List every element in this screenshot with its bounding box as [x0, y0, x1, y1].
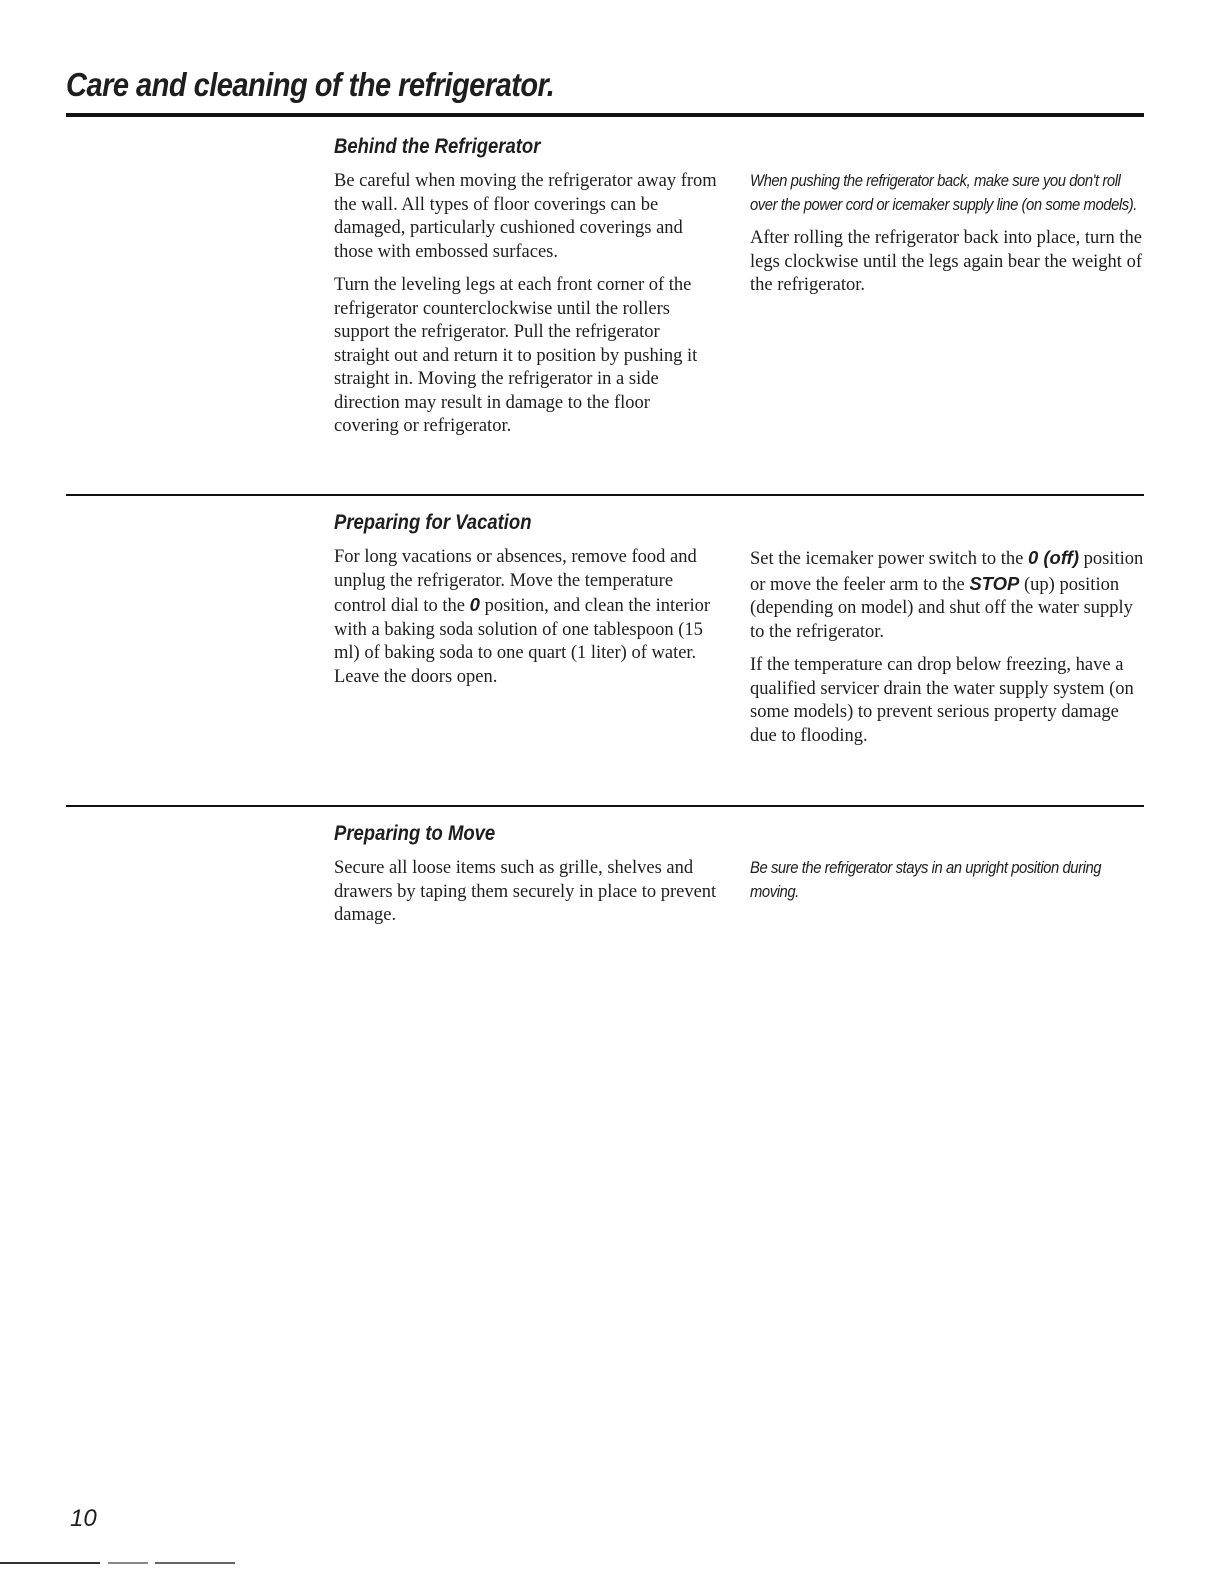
section-heading-move: Preparing to Move	[334, 822, 496, 845]
off-position-term: 0 (off)	[1027, 547, 1079, 568]
move-left-column	[334, 857, 719, 938]
page-title: Care and cleaning of the refrigerator.	[66, 66, 555, 103]
vacation-left-column	[334, 546, 719, 699]
text-span: position, and clean the interior with a baking soda solution of one tablespoon (15 ml) of baking soda to one quart (1 liter) of water. Leave the doors open.	[334, 596, 711, 687]
section-divider	[66, 805, 1144, 807]
paragraph: Be careful when moving the refrigerator away from the wall. All types of floor coverings can be damaged, particularly cushioned coverings and those with embossed surfaces.	[334, 171, 717, 262]
section-divider	[66, 494, 1144, 496]
section-heading-behind: Behind the Refrigerator	[334, 135, 541, 158]
paragraph: Turn the leveling legs at each front corner of the refrigerator counterclockwise until the rollers support the refrigerator. Pull the refrigerator straight out and return it to position by pushing it straight in. Moving the refrigerator in a side direction may result in damage to the floor covering or refrigerator.	[334, 275, 698, 436]
caution-note: When pushing the refrigerator back, make sure you don't roll over the power cord or icemaker supply line (on some models).	[750, 172, 1137, 214]
page-number: 10	[70, 1505, 97, 1532]
vacation-right-column	[750, 546, 1148, 758]
footer-rule	[108, 1562, 148, 1564]
text-span: (up) position (depending on model) and shut off the water supply to the refrigerator.	[750, 574, 1133, 642]
behind-left-column	[334, 170, 719, 449]
text-span: Set the icemaker power switch to the	[750, 549, 1024, 569]
paragraph: If the temperature can drop below freezing, have a qualified servicer drain the water supply system (on some models) to prevent serious property damage due to flooding.	[750, 655, 1134, 746]
section-heading-vacation: Preparing for Vacation	[334, 511, 532, 534]
stop-position-term: STOP	[969, 572, 1020, 594]
move-right-column	[750, 857, 1148, 914]
paragraph: After rolling the refrigerator back into place, turn the legs clockwise until the legs again bear the weight of the refrigerator.	[750, 228, 1142, 295]
footer-rule	[155, 1562, 235, 1564]
paragraph: Secure all loose items such as grille, shelves and drawers by taping them securely in place to prevent damage.	[334, 858, 717, 925]
title-rule	[66, 113, 1144, 117]
footer-rule	[0, 1562, 100, 1564]
behind-right-column	[750, 170, 1148, 308]
dial-position-term: 0	[469, 594, 480, 615]
paragraph	[750, 546, 1148, 644]
text-span: position or move the feeler arm to the	[750, 549, 1144, 595]
caution-note: Be sure the refrigerator stays in an upright position during moving.	[750, 859, 1102, 901]
text-span: For long vacations or absences, remove food and unplug the refrigerator. Move the temperature control dial to the	[334, 547, 697, 616]
paragraph	[334, 546, 719, 689]
